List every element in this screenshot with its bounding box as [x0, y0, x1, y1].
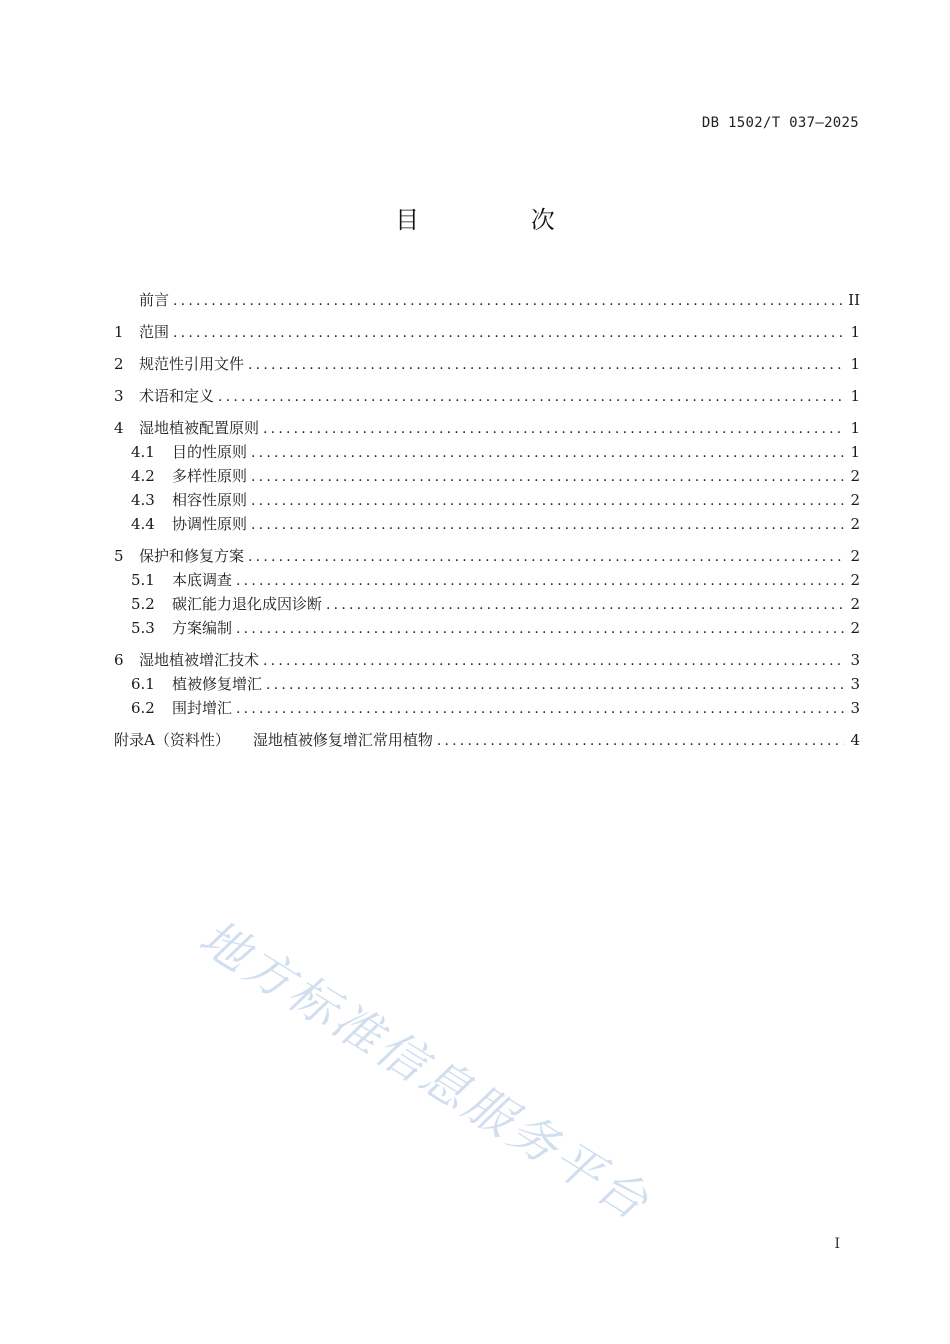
toc-leader-dots	[251, 465, 844, 489]
toc-leader-dots	[236, 617, 844, 641]
toc-leader-dots	[251, 441, 844, 465]
page-title: 目 次	[395, 206, 607, 234]
toc-entry[interactable]	[114, 568, 860, 592]
toc-entry-number: 6.1	[131, 675, 155, 693]
toc-entry-number: 4.1	[131, 443, 155, 461]
watermark: 地方标准信息服务平台	[189, 909, 661, 1233]
toc-leader-dots	[251, 489, 844, 513]
toc-entry-label: 植被修复增汇	[172, 675, 263, 693]
toc-entry[interactable]	[114, 544, 860, 568]
footer-page-number: I	[834, 1236, 840, 1252]
toc-entry-label: 碳汇能力退化成因诊断	[172, 595, 323, 613]
toc-entry[interactable]	[114, 696, 860, 720]
toc-entry-number: 4.3	[131, 491, 155, 509]
toc-entry-label: 保护和修复方案	[139, 547, 245, 565]
toc-entry-number: 2	[114, 355, 124, 373]
toc-entry-label: 范围	[139, 323, 170, 341]
toc-entry-label: 多样性原则	[172, 467, 248, 485]
toc-entry-number: 5.3	[131, 619, 155, 637]
toc-entry[interactable]	[114, 616, 860, 640]
toc-entry-label: 前言	[139, 291, 170, 309]
toc-entry-page: 1	[850, 419, 860, 437]
toc-entry-number: 4.2	[131, 467, 155, 485]
toc-leader-dots	[263, 649, 844, 673]
toc-entry-page: 3	[850, 651, 860, 669]
toc-entry-label: 术语和定义	[139, 387, 215, 405]
toc-entry-number: 附录A（资料性）	[114, 731, 230, 749]
toc-entry[interactable]	[114, 440, 860, 464]
toc-entry-label: 湿地植被增汇技术	[139, 651, 260, 669]
toc-leader-dots	[236, 697, 844, 721]
toc-entry-number: 5.2	[131, 595, 155, 613]
toc-entry-label: 湿地植被修复增汇常用植物	[252, 731, 433, 749]
toc-entry-page: II	[848, 291, 860, 309]
toc-entry-label: 协调性原则	[172, 515, 248, 533]
toc-leader-dots	[218, 385, 844, 409]
toc-entry-label: 围封增汇	[172, 699, 233, 717]
table-of-contents	[114, 288, 860, 752]
toc-entry-number: 4	[114, 419, 124, 437]
toc-entry-page: 1	[850, 323, 860, 341]
toc-entry-page: 3	[850, 675, 860, 693]
toc-entry-page: 2	[850, 491, 860, 509]
toc-entry-page: 2	[850, 515, 860, 533]
toc-entry-page: 3	[850, 699, 860, 717]
toc-entry-number: 1	[114, 323, 124, 341]
toc-leader-dots	[236, 569, 844, 593]
toc-entry-page: 2	[850, 595, 860, 613]
toc-entry-page: 2	[850, 547, 860, 565]
toc-entry-label: 本底调查	[172, 571, 233, 589]
toc-entry-page: 4	[850, 731, 860, 749]
toc-entry[interactable]	[114, 384, 860, 408]
toc-leader-dots	[263, 417, 844, 441]
toc-entry[interactable]	[114, 488, 860, 512]
toc-entry-label: 湿地植被配置原则	[139, 419, 260, 437]
toc-entry[interactable]	[114, 320, 860, 344]
toc-entry-label: 相容性原则	[172, 491, 248, 509]
toc-entry-number: 4.4	[131, 515, 155, 533]
toc-leader-dots	[251, 513, 844, 537]
toc-entry-number: 6	[114, 651, 124, 669]
toc-entry-page: 2	[850, 619, 860, 637]
toc-entry-page: 2	[850, 467, 860, 485]
toc-entry-page: 1	[850, 355, 860, 373]
toc-entry[interactable]	[114, 512, 860, 536]
toc-entry[interactable]	[114, 592, 860, 616]
toc-entry-page: 1	[850, 387, 860, 405]
toc-leader-dots	[173, 321, 844, 345]
toc-entry[interactable]	[114, 416, 860, 440]
toc-entry[interactable]	[114, 728, 860, 752]
toc-entry[interactable]	[114, 648, 860, 672]
standard-code: DB 1502/T 037—2025	[701, 115, 859, 131]
toc-leader-dots	[266, 673, 844, 697]
toc-entry-number: 5.1	[131, 571, 155, 589]
toc-entry-label: 规范性引用文件	[139, 355, 245, 373]
toc-entry-number: 5	[114, 547, 124, 565]
toc-entry-label: 目的性原则	[172, 443, 248, 461]
toc-entry-number: 6.2	[131, 699, 155, 717]
toc-leader-dots	[173, 289, 842, 313]
toc-entry-page: 2	[850, 571, 860, 589]
toc-entry[interactable]	[114, 464, 860, 488]
toc-entry[interactable]	[114, 672, 860, 696]
toc-entry-page: 1	[850, 443, 860, 461]
toc-leader-dots	[248, 545, 844, 569]
toc-leader-dots	[437, 729, 844, 753]
toc-entry-label: 方案编制	[172, 619, 233, 637]
toc-entry-number: 3	[114, 387, 124, 405]
toc-leader-dots	[326, 593, 844, 617]
toc-leader-dots	[248, 353, 844, 377]
toc-entry[interactable]	[114, 352, 860, 376]
toc-entry[interactable]	[114, 288, 860, 312]
